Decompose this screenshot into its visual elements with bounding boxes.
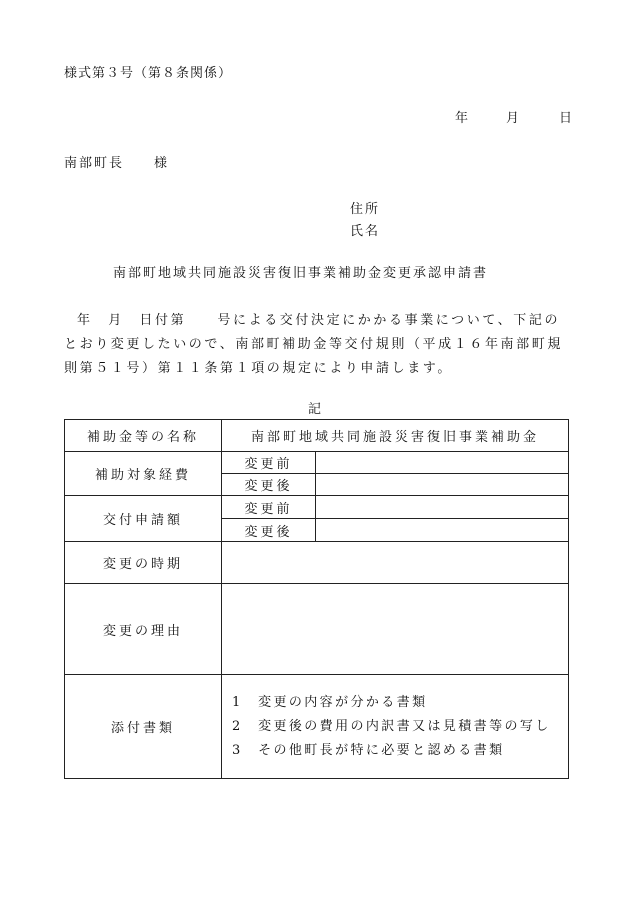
attachments-label: 添付書類 — [65, 675, 222, 779]
application-table — [64, 419, 569, 779]
body-paragraph: 年 月 日付第 号による交付決定にかかる事業について、下記のとおり変更したいので、南部町補助金等交付規則（平成１６年南部町規則第５１号）第１１条第１項の規定により申請します。 — [64, 313, 563, 376]
address-label: 住所 — [350, 202, 381, 217]
form-number: 様式第３号（第８条関係） — [64, 66, 233, 81]
eligible-expense-after-value[interactable] — [316, 474, 569, 496]
attachments-list — [222, 675, 569, 779]
attachment-item: 3 その他町長が特に必要と認める書類 — [232, 742, 505, 758]
change-time-value[interactable] — [222, 542, 569, 584]
attachment-item: 1 変更の内容が分かる書類 — [232, 694, 428, 710]
eligible-expense-label: 補助対象経費 — [65, 452, 222, 496]
subsidy-name-value: 南部町地域共同施設災害復旧事業補助金 — [222, 420, 569, 452]
eligible-expense-after-label: 変更後 — [222, 474, 316, 496]
grant-request-after-value[interactable] — [316, 519, 569, 542]
name-label: 氏名 — [350, 224, 381, 239]
subsidy-name-label: 補助金等の名称 — [65, 420, 222, 452]
document-title: 南部町地域共同施設災害復旧事業補助金変更承認申請書 — [113, 266, 489, 281]
grant-request-after-label: 変更後 — [222, 519, 316, 542]
date-line — [455, 112, 572, 125]
date-month: 月 — [506, 111, 520, 126]
ki-heading: 記 — [308, 402, 322, 417]
grant-request-label: 交付申請額 — [65, 496, 222, 542]
attachment-item: 2 変更後の費用の内訳書又は見積書等の写し — [232, 718, 551, 734]
date-year: 年 — [455, 111, 469, 126]
grant-request-before-value[interactable] — [316, 496, 569, 519]
eligible-expense-before-value[interactable] — [316, 452, 569, 474]
date-day: 日 — [559, 111, 573, 126]
change-reason-label: 変更の理由 — [65, 584, 222, 675]
change-time-label: 変更の時期 — [65, 542, 222, 584]
change-reason-value[interactable] — [222, 584, 569, 675]
eligible-expense-before-label: 変更前 — [222, 452, 316, 474]
grant-request-before-label: 変更前 — [222, 496, 316, 519]
addressee: 南部町長 様 — [64, 156, 170, 171]
